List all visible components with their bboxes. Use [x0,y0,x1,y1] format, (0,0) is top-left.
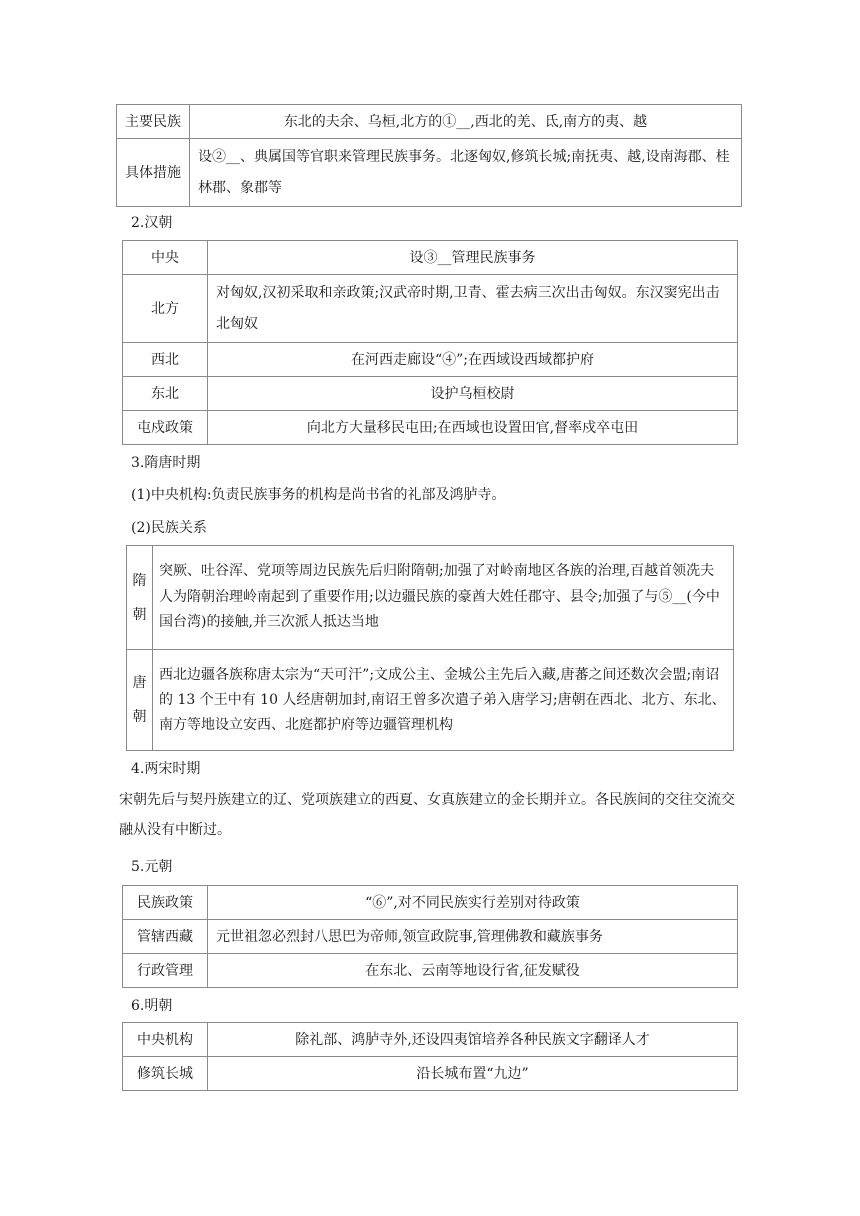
row-value: 设③__管理民族事务 [208,241,738,275]
table-row [123,411,738,445]
row-key-char: 朝 [132,606,147,623]
table-row [127,546,734,650]
table-row [117,139,742,207]
row-key: 行政管理 [123,954,208,988]
han-table [122,240,738,445]
row-key: 修筑长城 [123,1057,208,1091]
row-key: 北方 [123,275,208,343]
row-key-char: 唐 [132,675,147,691]
table-row [123,241,738,275]
row-value: 在河西走廊设“④”;在西域设西域都护府 [208,343,738,377]
row-value: 对匈奴,汉初采取和亲政策;汉武帝时期,卫青、霍去病三次出击匈奴。东汉窦宪出击北匈奴 [208,275,738,343]
ethnic-relations-heading: (2)民族关系 [131,520,207,536]
central-agency-text: (1)中央机构:负责民族事务的机构是尚书省的礼部及鸿胪寺。 [131,487,506,503]
row-key: 具体措施 [117,139,190,207]
row-key: 屯戍政策 [123,411,208,445]
table-row [123,343,738,377]
table-row [123,1057,738,1091]
row-value: 设护乌桓校尉 [208,377,738,411]
table-row [123,886,738,920]
qin-table [116,104,742,207]
song-paragraph: 宋朝先后与契丹族建立的辽、党项族建立的西夏、女真族建立的金长期并立。各民族间的交往交流交融从没有中断过。 [119,792,735,838]
row-key: 中央 [123,241,208,275]
table-row [127,650,734,751]
row-value: 在东北、云南等地设行省,征发赋役 [208,954,738,988]
row-value: 沿长城布置“九边” [208,1057,738,1091]
row-key-char: 隋 [132,572,147,589]
row-value: 突厥、吐谷浑、党项等周边民族先后归附隋朝;加强了对岭南地区各族的治理,百越首领冼夫人为隋朝治理岭南起到了重要作用;以边疆民族的豪酋大姓任郡守、县令;加强了与⑤__(今中国台湾)的接触,并三次派人抵达当地 [153,546,734,650]
row-key-char: 朝 [132,709,147,725]
row-key: 西北 [123,343,208,377]
row-key: 民族政策 [123,886,208,920]
row-value: 除礼部、鸿胪寺外,还设四夷馆培养各种民族文字翻译人才 [208,1023,738,1057]
sui-tang-table [126,545,734,751]
section-heading-sui-tang: 3.隋唐时期 [131,455,201,471]
ming-table [122,1022,738,1091]
row-key: 管辖西藏 [123,920,208,954]
row-value: 西北边疆各族称唐太宗为“天可汗”;文成公主、金城公主先后入藏,唐蕃之间还数次会盟;南诏的 13 个王中有 10 人经唐朝加封,南诏王曾多次遣子弟入唐学习;唐朝在西北、北方、东北、南方等地设立安西、北庭都护府等边疆管理机构 [153,650,734,751]
yuan-table [122,885,738,988]
row-key [127,650,153,751]
row-value: 东北的夫余、乌桓,北方的①__,西北的羌、氐,南方的夷、越 [190,105,742,139]
row-key: 主要民族 [117,105,190,139]
row-key: 东北 [123,377,208,411]
row-key: 中央机构 [123,1023,208,1057]
table-row [123,920,738,954]
table-row [123,1023,738,1057]
row-value: 元世祖忽必烈封八思巴为帝师,领宣政院事,管理佛教和藏族事务 [208,920,738,954]
row-value: “⑥”,对不同民族实行差别对待政策 [208,886,738,920]
row-value: 设②__、典属国等官职来管理民族事务。北逐匈奴,修筑长城;南抚夷、越,设南海郡、桂林郡、象郡等 [190,139,742,207]
row-key [127,546,153,650]
table-row [123,377,738,411]
row-value: 向北方大量移民屯田;在西域也设置田官,督率戍卒屯田 [208,411,738,445]
section-heading-han: 2.汉朝 [131,215,173,231]
section-heading-song: 4.两宋时期 [131,761,201,777]
table-row [117,105,742,139]
section-heading-yuan: 5.元朝 [131,859,173,875]
section-heading-ming: 6.明朝 [131,998,173,1014]
table-row [123,954,738,988]
table-row [123,275,738,343]
